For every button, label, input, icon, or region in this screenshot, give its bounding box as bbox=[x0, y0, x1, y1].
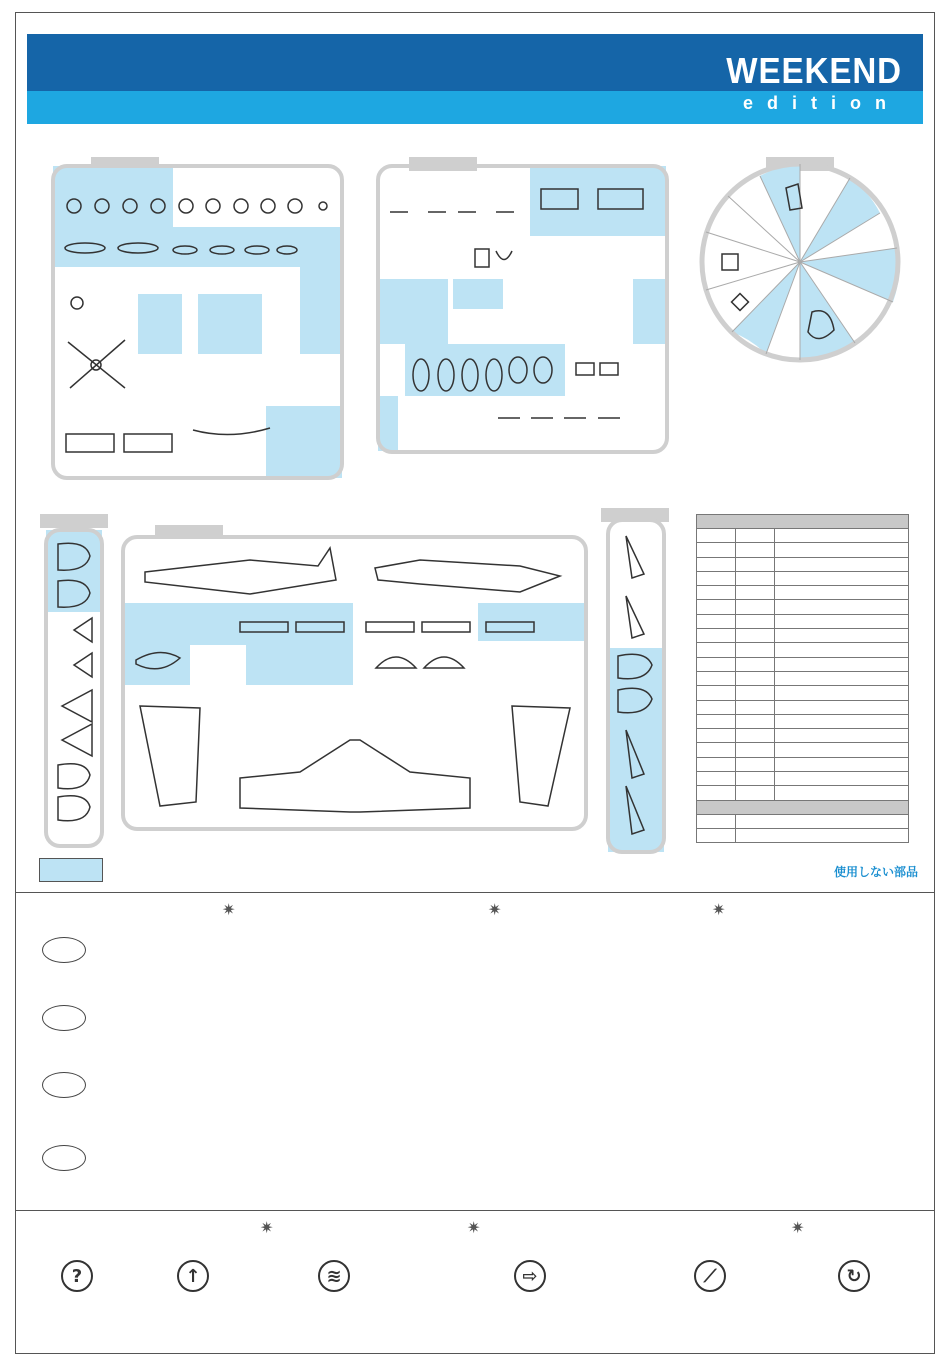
section-divider bbox=[15, 892, 935, 893]
sprue-f bbox=[601, 508, 669, 852]
brand-title: WEEKEND bbox=[726, 50, 902, 91]
step-oval-3 bbox=[42, 1072, 86, 1098]
section-divider bbox=[15, 1210, 935, 1211]
question-icon: ? bbox=[61, 1260, 93, 1292]
unused-parts-swatch bbox=[39, 858, 103, 882]
asterisk-icon: ✷ bbox=[791, 1220, 805, 1237]
step-oval-4 bbox=[42, 1145, 86, 1171]
sprue-a bbox=[53, 157, 342, 478]
brand-subtitle: edition bbox=[743, 93, 900, 113]
step-oval-1 bbox=[42, 937, 86, 963]
arrow-right-icon: ⇨ bbox=[514, 1260, 546, 1292]
asterisk-icon: ✷ bbox=[222, 902, 236, 919]
asterisk-icon: ✷ bbox=[467, 1220, 481, 1237]
knife-icon: ⟋ bbox=[694, 1260, 726, 1292]
asterisk-icon: ✷ bbox=[260, 1220, 274, 1237]
arrow-up-icon: ↑ bbox=[177, 1260, 209, 1292]
sprue-b bbox=[378, 157, 667, 452]
spring-icon: ≋ bbox=[318, 1260, 350, 1292]
asterisk-icon: ✷ bbox=[712, 902, 726, 919]
parts-table bbox=[696, 514, 909, 843]
sprue-e bbox=[123, 525, 586, 829]
asterisk-icon: ✷ bbox=[488, 902, 502, 919]
unused-parts-label: 使用しない部品 bbox=[834, 865, 919, 879]
step-oval-2 bbox=[42, 1005, 86, 1031]
sprue-c bbox=[702, 157, 899, 360]
sprue-d bbox=[40, 514, 108, 846]
recycle-icon: ↻ bbox=[838, 1260, 870, 1292]
